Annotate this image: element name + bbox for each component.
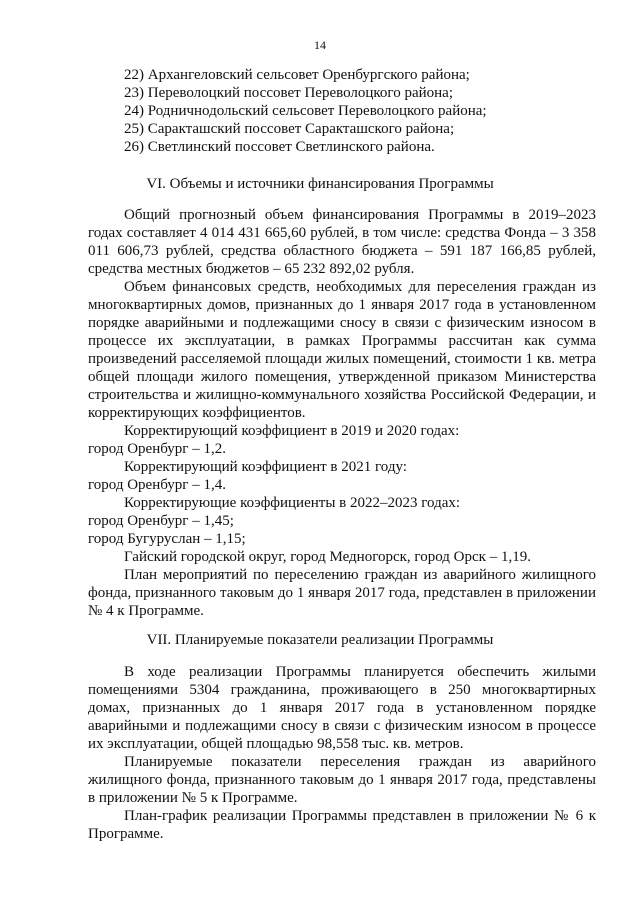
section-7-heading: VII. Планируемые показатели реализации Программы xyxy=(146,632,494,648)
section-6-paragraph-2: Объем финансовых средств, необходимых для переселения граждан из многоквартирных домов, признанных до 1 января 2017 года в установленном порядке аварийными и подлежащими сносу в связи с физическим износом в процессе их эксплуатации, в рамках Программы рассчитан как сумма произведений расселяемой площади жилых помещений, стоимости 1 кв. метра общей площади жилого помещения, утвержденной приказом Министерства строительства и жилищно-коммунального хозяйства Российской Федерации, и корректирующих коэффициентов. xyxy=(88,279,596,421)
coefficient-line: город Оренбург – 1,4. xyxy=(88,477,226,493)
coefficient-line: Корректирующий коэффициент в 2021 году: xyxy=(124,459,407,475)
section-6-heading: VI. Объемы и источники финансирования Программы xyxy=(146,176,494,192)
coefficient-line: город Бугуруслан – 1,15; xyxy=(88,531,246,547)
list-item: 25) Саракташский поссовет Саракташского района; xyxy=(124,121,455,137)
coefficient-line: город Оренбург – 1,2. xyxy=(88,441,226,457)
coefficient-line: город Оренбург – 1,45; xyxy=(88,513,234,529)
coefficient-line: Корректирующий коэффициент в 2019 и 2020 годах: xyxy=(124,423,460,439)
section-6-paragraph-3: План мероприятий по переселению граждан из аварийного жилищного фонда, признанного таковым до 1 января 2017 года, представлен в приложении № 4 к Программе. xyxy=(88,567,596,619)
page-number: 14 xyxy=(314,38,326,52)
section-7-paragraph-1: В ходе реализации Программы планируется обеспечить жилыми помещениями 5304 гражданина, проживающего в 250 многоквартирных домах, признанных до 1 января 2017 года в установленном порядке аварийными и подлежащими сносу в связи с физическим износом в процессе их эксплуатации, общей площадью 98,558 тыс. кв. метров. xyxy=(88,664,596,752)
coefficient-line: Гайский городской округ, город Медногорск, город Орск – 1,19. xyxy=(124,549,531,565)
section-7-paragraph-2: Планируемые показатели переселения граждан из аварийного жилищного фонда, признанного таковым до 1 января 2017 года, представлены в приложении № 5 к Программе. xyxy=(88,754,596,806)
list-item: 26) Светлинский поссовет Светлинского района. xyxy=(124,139,435,155)
list-item: 22) Архангеловский сельсовет Оренбургского района; xyxy=(124,67,470,83)
list-item: 24) Родничнодольский сельсовет Переволоцкого района; xyxy=(124,103,487,119)
list-item: 23) Переволоцкий поссовет Переволоцкого района; xyxy=(124,85,453,101)
coefficient-line: Корректирующие коэффициенты в 2022–2023 годах: xyxy=(124,495,461,511)
municipality-list xyxy=(124,66,544,156)
section-7-paragraph-3: План-график реализации Программы представлен в приложении № 6 к Программе. xyxy=(88,808,596,842)
section-6-paragraph-1: Общий прогнозный объем финансирования Программы в 2019–2023 годах составляет 4 014 431 665,60 рублей, в том числе: средства Фонда – 3 358 011 606,73 рублей, средства областного бюджета – 591 187 166,85 рублей, средства местных бюджетов – 65 232 892,02 рубля. xyxy=(88,207,596,277)
